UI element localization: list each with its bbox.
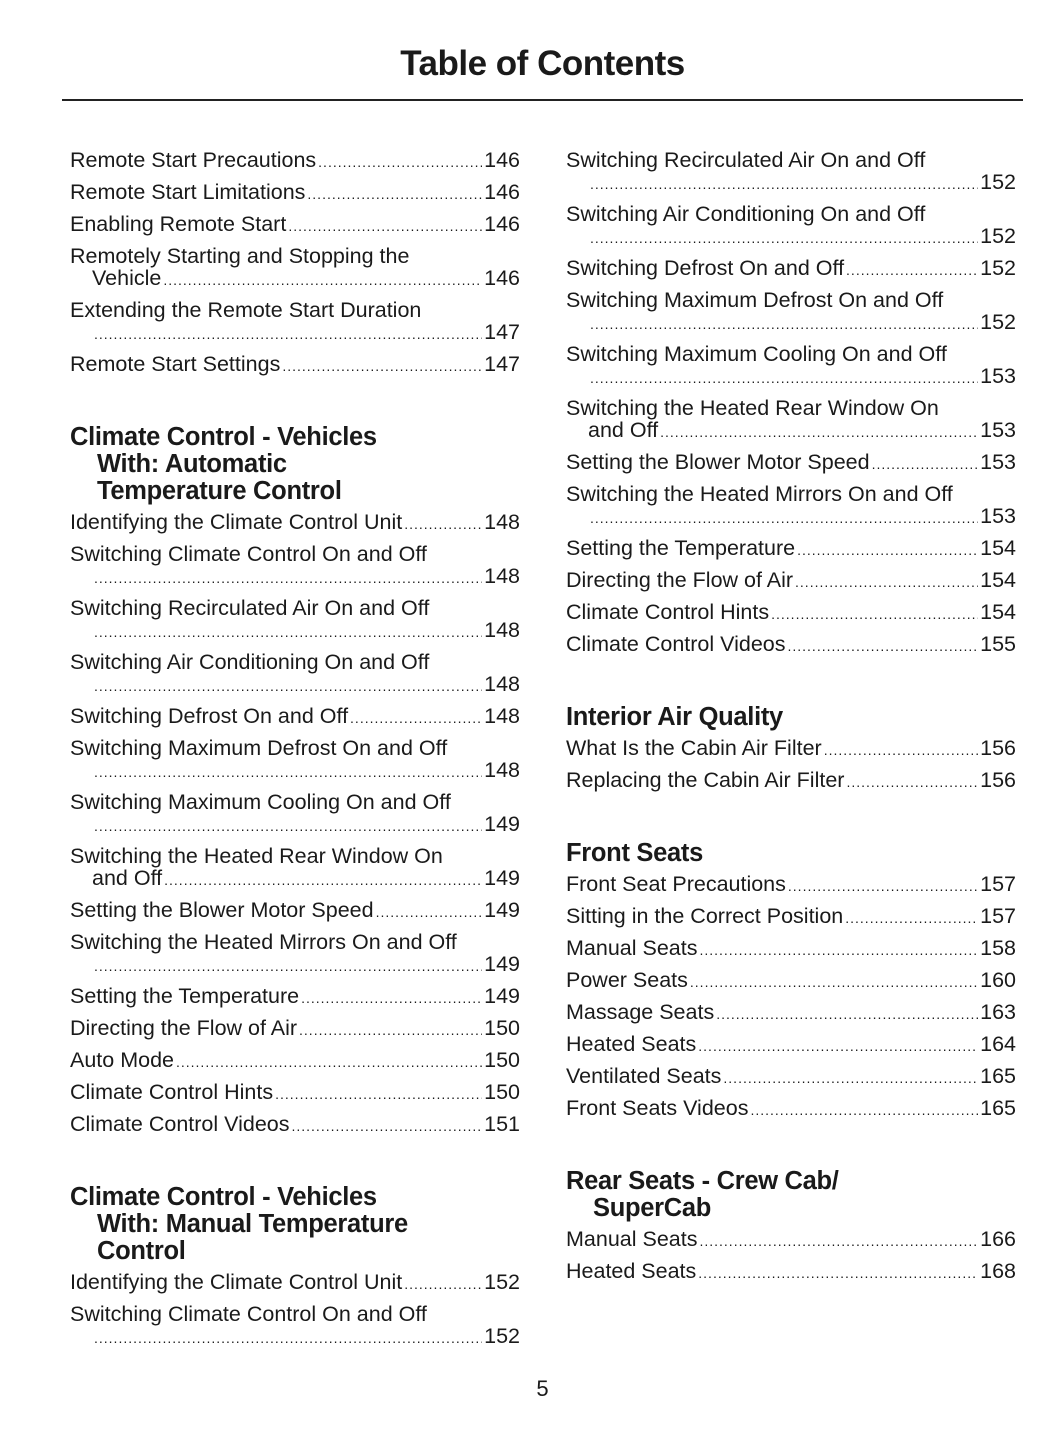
dot-leader [299, 1019, 482, 1041]
toc-entry-title[interactable]: Switching the Heated Mirrors On and Off [70, 930, 457, 954]
toc-entry-title[interactable]: Identifying the Climate Control Unit [70, 1270, 403, 1294]
toc-entry-line[interactable] [70, 511, 520, 535]
toc-entry-line[interactable] [566, 569, 1016, 593]
toc-page-number[interactable]: 154 [980, 536, 1016, 560]
dot-leader [699, 939, 978, 961]
page-title: Table of Contents [400, 44, 685, 83]
dot-leader [301, 987, 482, 1009]
toc-entry-title[interactable]: Enabling Remote Start [70, 212, 287, 236]
toc-entry-line[interactable] [70, 353, 520, 377]
toc-entry-line[interactable] [566, 873, 1016, 897]
section-heading-line: Interior Air Quality [566, 703, 783, 731]
toc-page-number[interactable]: 150 [484, 1048, 520, 1072]
toc-entry-line[interactable] [566, 1097, 1016, 1121]
page-number: 5 [536, 1376, 549, 1401]
dot-leader [590, 313, 978, 335]
dot-leader [716, 1003, 978, 1025]
toc-entry-line[interactable] [70, 1113, 520, 1137]
toc-entry-title[interactable]: Remote Start Limitations [70, 180, 306, 204]
toc-entry-title[interactable]: What Is the Cabin Air Filter [566, 736, 822, 760]
toc-page-number[interactable]: 164 [980, 1032, 1016, 1056]
toc-entry[interactable] [70, 1303, 520, 1349]
dot-leader [94, 815, 482, 837]
dot-leader [376, 901, 483, 923]
dot-leader [291, 1115, 482, 1137]
toc-page-number[interactable]: 148 [484, 618, 520, 642]
dot-leader [797, 539, 978, 561]
section-heading [566, 1168, 1016, 1222]
toc-entry-title[interactable]: Ventilated Seats [566, 1064, 722, 1088]
toc-entry[interactable] [70, 299, 520, 345]
toc-entry-line[interactable] [70, 1271, 520, 1295]
toc-entry[interactable] [566, 537, 1016, 561]
toc-entry[interactable] [566, 905, 1016, 929]
toc-entry-line[interactable] [566, 937, 1016, 961]
toc-entry-title[interactable]: Front Seats Videos [566, 1096, 749, 1120]
toc-entry-title[interactable]: Setting the Temperature [70, 984, 300, 1008]
dot-leader [350, 707, 482, 729]
toc-entry-line[interactable] [566, 1001, 1016, 1025]
toc-page-number[interactable]: 150 [484, 1080, 520, 1104]
toc-entry-title[interactable]: Setting the Blower Motor Speed [566, 450, 870, 474]
toc-entry[interactable] [566, 601, 1016, 625]
toc-entry-title[interactable]: Switching Maximum Cooling On and Off [566, 342, 947, 366]
toc-entry-title[interactable]: Switching Recirculated Air On and Off [70, 596, 430, 620]
toc-page-number[interactable]: 149 [484, 866, 520, 890]
toc-entry-line[interactable] [566, 1228, 1016, 1252]
dot-leader [771, 603, 978, 625]
dot-leader [590, 227, 978, 249]
dot-leader [163, 269, 482, 291]
toc-entry-title[interactable]: Replacing the Cabin Air Filter [566, 768, 845, 792]
dot-leader [307, 183, 482, 205]
toc-entry-continuation[interactable] [70, 1325, 520, 1349]
toc-page-number[interactable]: 166 [980, 1227, 1016, 1251]
dot-leader [845, 907, 978, 929]
dot-leader [94, 675, 482, 697]
dot-leader [164, 869, 482, 891]
dot-leader [94, 955, 482, 977]
toc-entry[interactable] [566, 1065, 1016, 1089]
section-heading-line: Rear Seats - Crew Cab/ [566, 1167, 839, 1195]
toc-entry[interactable] [70, 213, 520, 237]
dot-leader [318, 151, 482, 173]
toc-entry-title[interactable]: Remote Start Settings [70, 352, 281, 376]
toc-entry[interactable] [566, 1260, 1016, 1284]
toc-entry-title-cont[interactable]: and Off [92, 866, 163, 890]
dot-leader [590, 507, 978, 529]
toc-entry-continuation[interactable] [70, 267, 520, 291]
toc-entry-line[interactable] [70, 899, 520, 923]
toc-page-number[interactable]: 149 [484, 984, 520, 1008]
toc-entry-continuation[interactable] [70, 953, 520, 977]
toc-page-number[interactable]: 153 [980, 418, 1016, 442]
dot-leader [872, 453, 979, 475]
dot-leader [94, 1327, 482, 1349]
toc-entry-title-cont[interactable]: and Off [588, 418, 659, 442]
toc-entry-title[interactable]: Switching Climate Control On and Off [70, 1302, 427, 1326]
toc-page-number[interactable]: 154 [980, 568, 1016, 592]
title-divider [62, 99, 1023, 101]
toc-entry-title[interactable]: Switching Air Conditioning On and Off [70, 650, 430, 674]
toc-entry-continuation[interactable] [566, 365, 1016, 389]
toc-page-number[interactable]: 157 [980, 872, 1016, 896]
toc-entry[interactable] [566, 1097, 1016, 1121]
toc-entry-title[interactable]: Climate Control Videos [566, 632, 786, 656]
toc-page-number[interactable]: 153 [980, 504, 1016, 528]
toc-page-number[interactable]: 168 [980, 1259, 1016, 1283]
dot-leader [698, 1035, 978, 1057]
toc-entry-title[interactable]: Switching Maximum Cooling On and Off [70, 790, 451, 814]
section-heading-line: Climate Control - Vehicles [70, 1183, 377, 1211]
section-heading [70, 1184, 520, 1265]
toc-entry-title[interactable]: Manual Seats [566, 936, 698, 960]
toc-page-number[interactable]: 160 [980, 968, 1016, 992]
toc-entry-title[interactable]: Manual Seats [566, 1227, 698, 1251]
dot-leader [690, 971, 978, 993]
toc-entry-line[interactable] [70, 1081, 520, 1105]
toc-entry[interactable] [70, 1081, 520, 1105]
toc-entry-line[interactable] [566, 1260, 1016, 1284]
toc-column-right [566, 149, 1016, 1292]
section-heading-line: Climate Control - Vehicles [70, 423, 377, 451]
section-heading-line: Front Seats [566, 839, 703, 867]
dot-leader [94, 567, 482, 589]
toc-entry[interactable] [70, 1017, 520, 1041]
toc-entry[interactable] [70, 1049, 520, 1073]
toc-entry-title[interactable]: Switching the Heated Mirrors On and Off [566, 482, 953, 506]
toc-entry[interactable] [70, 245, 520, 291]
toc-entry[interactable] [566, 633, 1016, 657]
toc-page-number[interactable]: 153 [980, 364, 1016, 388]
dot-leader [404, 513, 482, 535]
toc-column-left [70, 149, 520, 1357]
toc-entry[interactable] [70, 791, 520, 837]
toc-entry-continuation[interactable] [70, 813, 520, 837]
toc-entry-title[interactable]: Switching the Heated Rear Window On [566, 396, 939, 420]
toc-entry[interactable] [70, 181, 520, 205]
toc-page-number[interactable]: 163 [980, 1000, 1016, 1024]
toc-entry[interactable] [566, 569, 1016, 593]
toc-entry[interactable] [566, 737, 1016, 761]
toc-entry[interactable] [566, 257, 1016, 281]
toc-entry[interactable] [70, 511, 520, 535]
toc-entry-title[interactable]: Remote Start Precautions [70, 148, 317, 172]
toc-page-number[interactable]: 150 [484, 1016, 520, 1040]
toc-entry-continuation[interactable] [566, 419, 1016, 443]
section-heading-line: With: Automatic [97, 450, 287, 478]
toc-entry[interactable] [566, 203, 1016, 249]
toc-entry-title[interactable]: Switching Defrost On and Off [566, 256, 845, 280]
toc-page-number[interactable]: 155 [980, 632, 1016, 656]
toc-entry-title[interactable]: Auto Mode [70, 1048, 174, 1072]
toc-entry-title[interactable]: Directing the Flow of Air [566, 568, 794, 592]
toc-entry[interactable] [566, 1033, 1016, 1057]
toc-page-number[interactable]: 153 [980, 450, 1016, 474]
toc-entry-line[interactable] [566, 257, 1016, 281]
toc-page-number[interactable]: 152 [980, 256, 1016, 280]
toc-entry-line[interactable] [566, 769, 1016, 793]
toc-page-number[interactable]: 149 [484, 812, 520, 836]
toc-page-number[interactable]: 146 [484, 148, 520, 172]
section-heading [566, 704, 1016, 731]
dot-leader [698, 1262, 978, 1284]
toc-entry-title[interactable]: Massage Seats [566, 1000, 715, 1024]
dot-leader [795, 571, 978, 593]
toc-entry-title[interactable]: Switching Defrost On and Off [70, 704, 349, 728]
toc-page-number[interactable]: 156 [980, 736, 1016, 760]
toc-entry-line[interactable] [566, 1033, 1016, 1057]
dot-leader [824, 739, 978, 761]
section-heading [566, 840, 1016, 867]
toc-entry-title[interactable]: Remotely Starting and Stopping the [70, 244, 410, 268]
toc-entry-title[interactable]: Switching Climate Control On and Off [70, 542, 427, 566]
dot-leader [590, 173, 978, 195]
dot-leader [660, 421, 978, 443]
dot-leader [176, 1051, 482, 1073]
toc-entry[interactable] [70, 543, 520, 589]
toc-entry-line[interactable] [566, 537, 1016, 561]
toc-entry-title[interactable]: Identifying the Climate Control Unit [70, 510, 403, 534]
toc-page-number[interactable]: 157 [980, 904, 1016, 928]
toc-page-number[interactable]: 148 [484, 564, 520, 588]
toc-page-number[interactable]: 146 [484, 266, 520, 290]
toc-entry[interactable] [70, 899, 520, 923]
toc-page-number[interactable]: 146 [484, 180, 520, 204]
toc-page-number[interactable]: 152 [484, 1324, 520, 1348]
section-heading [70, 424, 520, 505]
toc-entry[interactable] [566, 969, 1016, 993]
dot-leader [846, 771, 978, 793]
toc-entry-title-cont[interactable]: Vehicle [92, 266, 162, 290]
toc-entry-title[interactable]: Heated Seats [566, 1259, 697, 1283]
toc-entry-line[interactable] [566, 737, 1016, 761]
toc-entry[interactable] [70, 1271, 520, 1295]
dot-leader [94, 621, 482, 643]
dot-leader [94, 761, 482, 783]
toc-entry[interactable] [70, 651, 520, 697]
toc-entry-title[interactable]: Heated Seats [566, 1032, 697, 1056]
toc-entry-title[interactable]: Climate Control Hints [70, 1080, 274, 1104]
toc-page-number[interactable]: 147 [484, 352, 520, 376]
toc-entry-line[interactable] [566, 451, 1016, 475]
dot-leader [699, 1230, 978, 1252]
toc-page-number[interactable]: 148 [484, 758, 520, 782]
toc-entry-title[interactable]: Power Seats [566, 968, 688, 992]
toc-entry-title[interactable]: Climate Control Videos [70, 1112, 290, 1136]
toc-entry[interactable] [566, 451, 1016, 475]
dot-leader [590, 367, 978, 389]
toc-page-number[interactable]: 158 [980, 936, 1016, 960]
toc-page-number[interactable]: 152 [484, 1270, 520, 1294]
toc-entry[interactable] [566, 289, 1016, 335]
toc-entry-title[interactable]: Switching Recirculated Air On and Off [566, 148, 926, 172]
toc-entry[interactable] [70, 353, 520, 377]
section-heading-line: Control [97, 1237, 186, 1265]
toc-page-number[interactable]: 154 [980, 600, 1016, 624]
toc-entry[interactable] [70, 931, 520, 977]
toc-entry-continuation[interactable] [70, 673, 520, 697]
dot-leader [275, 1083, 482, 1105]
toc-entry-continuation[interactable] [566, 225, 1016, 249]
toc-entry-title[interactable]: Switching Maximum Defrost On and Off [566, 288, 944, 312]
toc-entry-title[interactable]: Climate Control Hints [566, 600, 770, 624]
toc-entry-continuation[interactable] [70, 759, 520, 783]
section-heading-line: SuperCab [593, 1194, 712, 1222]
toc-entry-title[interactable]: Setting the Temperature [566, 536, 796, 560]
toc-entry[interactable] [70, 737, 520, 783]
toc-entry-continuation[interactable] [70, 321, 520, 345]
toc-entry[interactable] [70, 845, 520, 891]
dot-leader [788, 875, 978, 897]
toc-entry[interactable] [566, 343, 1016, 389]
toc-entry-line[interactable] [70, 705, 520, 729]
dot-leader [750, 1099, 978, 1121]
toc-entry-line[interactable] [70, 181, 520, 205]
toc-entry[interactable] [70, 149, 520, 173]
toc-entry-line[interactable] [70, 213, 520, 237]
dot-leader [94, 323, 482, 345]
toc-entry-title[interactable]: Setting the Blower Motor Speed [70, 898, 374, 922]
toc-entry[interactable] [70, 597, 520, 643]
toc-page-number[interactable]: 151 [484, 1112, 520, 1136]
toc-entry-line[interactable] [70, 149, 520, 173]
toc-entry[interactable] [70, 1113, 520, 1137]
toc-entry[interactable] [566, 1228, 1016, 1252]
toc-entry[interactable] [566, 873, 1016, 897]
toc-page-number[interactable]: 156 [980, 768, 1016, 792]
dot-leader [282, 355, 482, 377]
toc-entry-line[interactable] [70, 985, 520, 1009]
toc-entry-line[interactable] [566, 601, 1016, 625]
toc-entry[interactable] [566, 397, 1016, 443]
toc-entry-line[interactable] [566, 633, 1016, 657]
toc-page-number[interactable]: 147 [484, 320, 520, 344]
dot-leader [787, 635, 978, 657]
toc-entry-title[interactable]: Sitting in the Correct Position [566, 904, 844, 928]
dot-leader [404, 1273, 482, 1295]
toc-entry-continuation[interactable] [566, 171, 1016, 195]
toc-entry-title[interactable]: Directing the Flow of Air [70, 1016, 298, 1040]
toc-entry-title[interactable]: Switching Air Conditioning On and Off [566, 202, 926, 226]
toc-entry[interactable] [70, 985, 520, 1009]
toc-entry-continuation[interactable] [70, 565, 520, 589]
toc-entry-line[interactable] [566, 969, 1016, 993]
toc-page-number[interactable]: 149 [484, 952, 520, 976]
toc-entry-title[interactable]: Front Seat Precautions [566, 872, 786, 896]
toc-entry-title[interactable]: Switching Maximum Defrost On and Off [70, 736, 448, 760]
toc-entry[interactable] [566, 937, 1016, 961]
toc-entry-continuation[interactable] [70, 867, 520, 891]
dot-leader [846, 259, 978, 281]
toc-entry[interactable] [566, 1001, 1016, 1025]
toc-entry[interactable] [566, 769, 1016, 793]
toc-entry[interactable] [70, 705, 520, 729]
toc-page-number[interactable]: 148 [484, 510, 520, 534]
toc-entry-line[interactable] [70, 1049, 520, 1073]
toc-page-number[interactable]: 148 [484, 704, 520, 728]
toc-page-number[interactable]: 165 [980, 1064, 1016, 1088]
toc-entry-line[interactable] [70, 1017, 520, 1041]
toc-page-number[interactable]: 152 [980, 224, 1016, 248]
toc-page-number[interactable]: 146 [484, 212, 520, 236]
toc-entry-line[interactable] [566, 1065, 1016, 1089]
toc-page-number[interactable]: 148 [484, 672, 520, 696]
toc-entry-title[interactable]: Extending the Remote Start Duration [70, 298, 422, 322]
section-heading-line: Temperature Control [97, 477, 342, 505]
toc-page-number[interactable]: 149 [484, 898, 520, 922]
toc-entry-continuation[interactable] [70, 619, 520, 643]
dot-leader [723, 1067, 978, 1089]
toc-entry[interactable] [566, 149, 1016, 195]
toc-entry-continuation[interactable] [566, 505, 1016, 529]
section-heading-line: With: Manual Temperature [97, 1210, 408, 1238]
toc-entry-continuation[interactable] [566, 311, 1016, 335]
dot-leader [288, 215, 482, 237]
toc-entry[interactable] [566, 483, 1016, 529]
toc-entry-line[interactable] [566, 905, 1016, 929]
toc-page-number[interactable]: 165 [980, 1096, 1016, 1120]
toc-page-number[interactable]: 152 [980, 170, 1016, 194]
toc-page-number[interactable]: 152 [980, 310, 1016, 334]
toc-entry-title[interactable]: Switching the Heated Rear Window On [70, 844, 443, 868]
